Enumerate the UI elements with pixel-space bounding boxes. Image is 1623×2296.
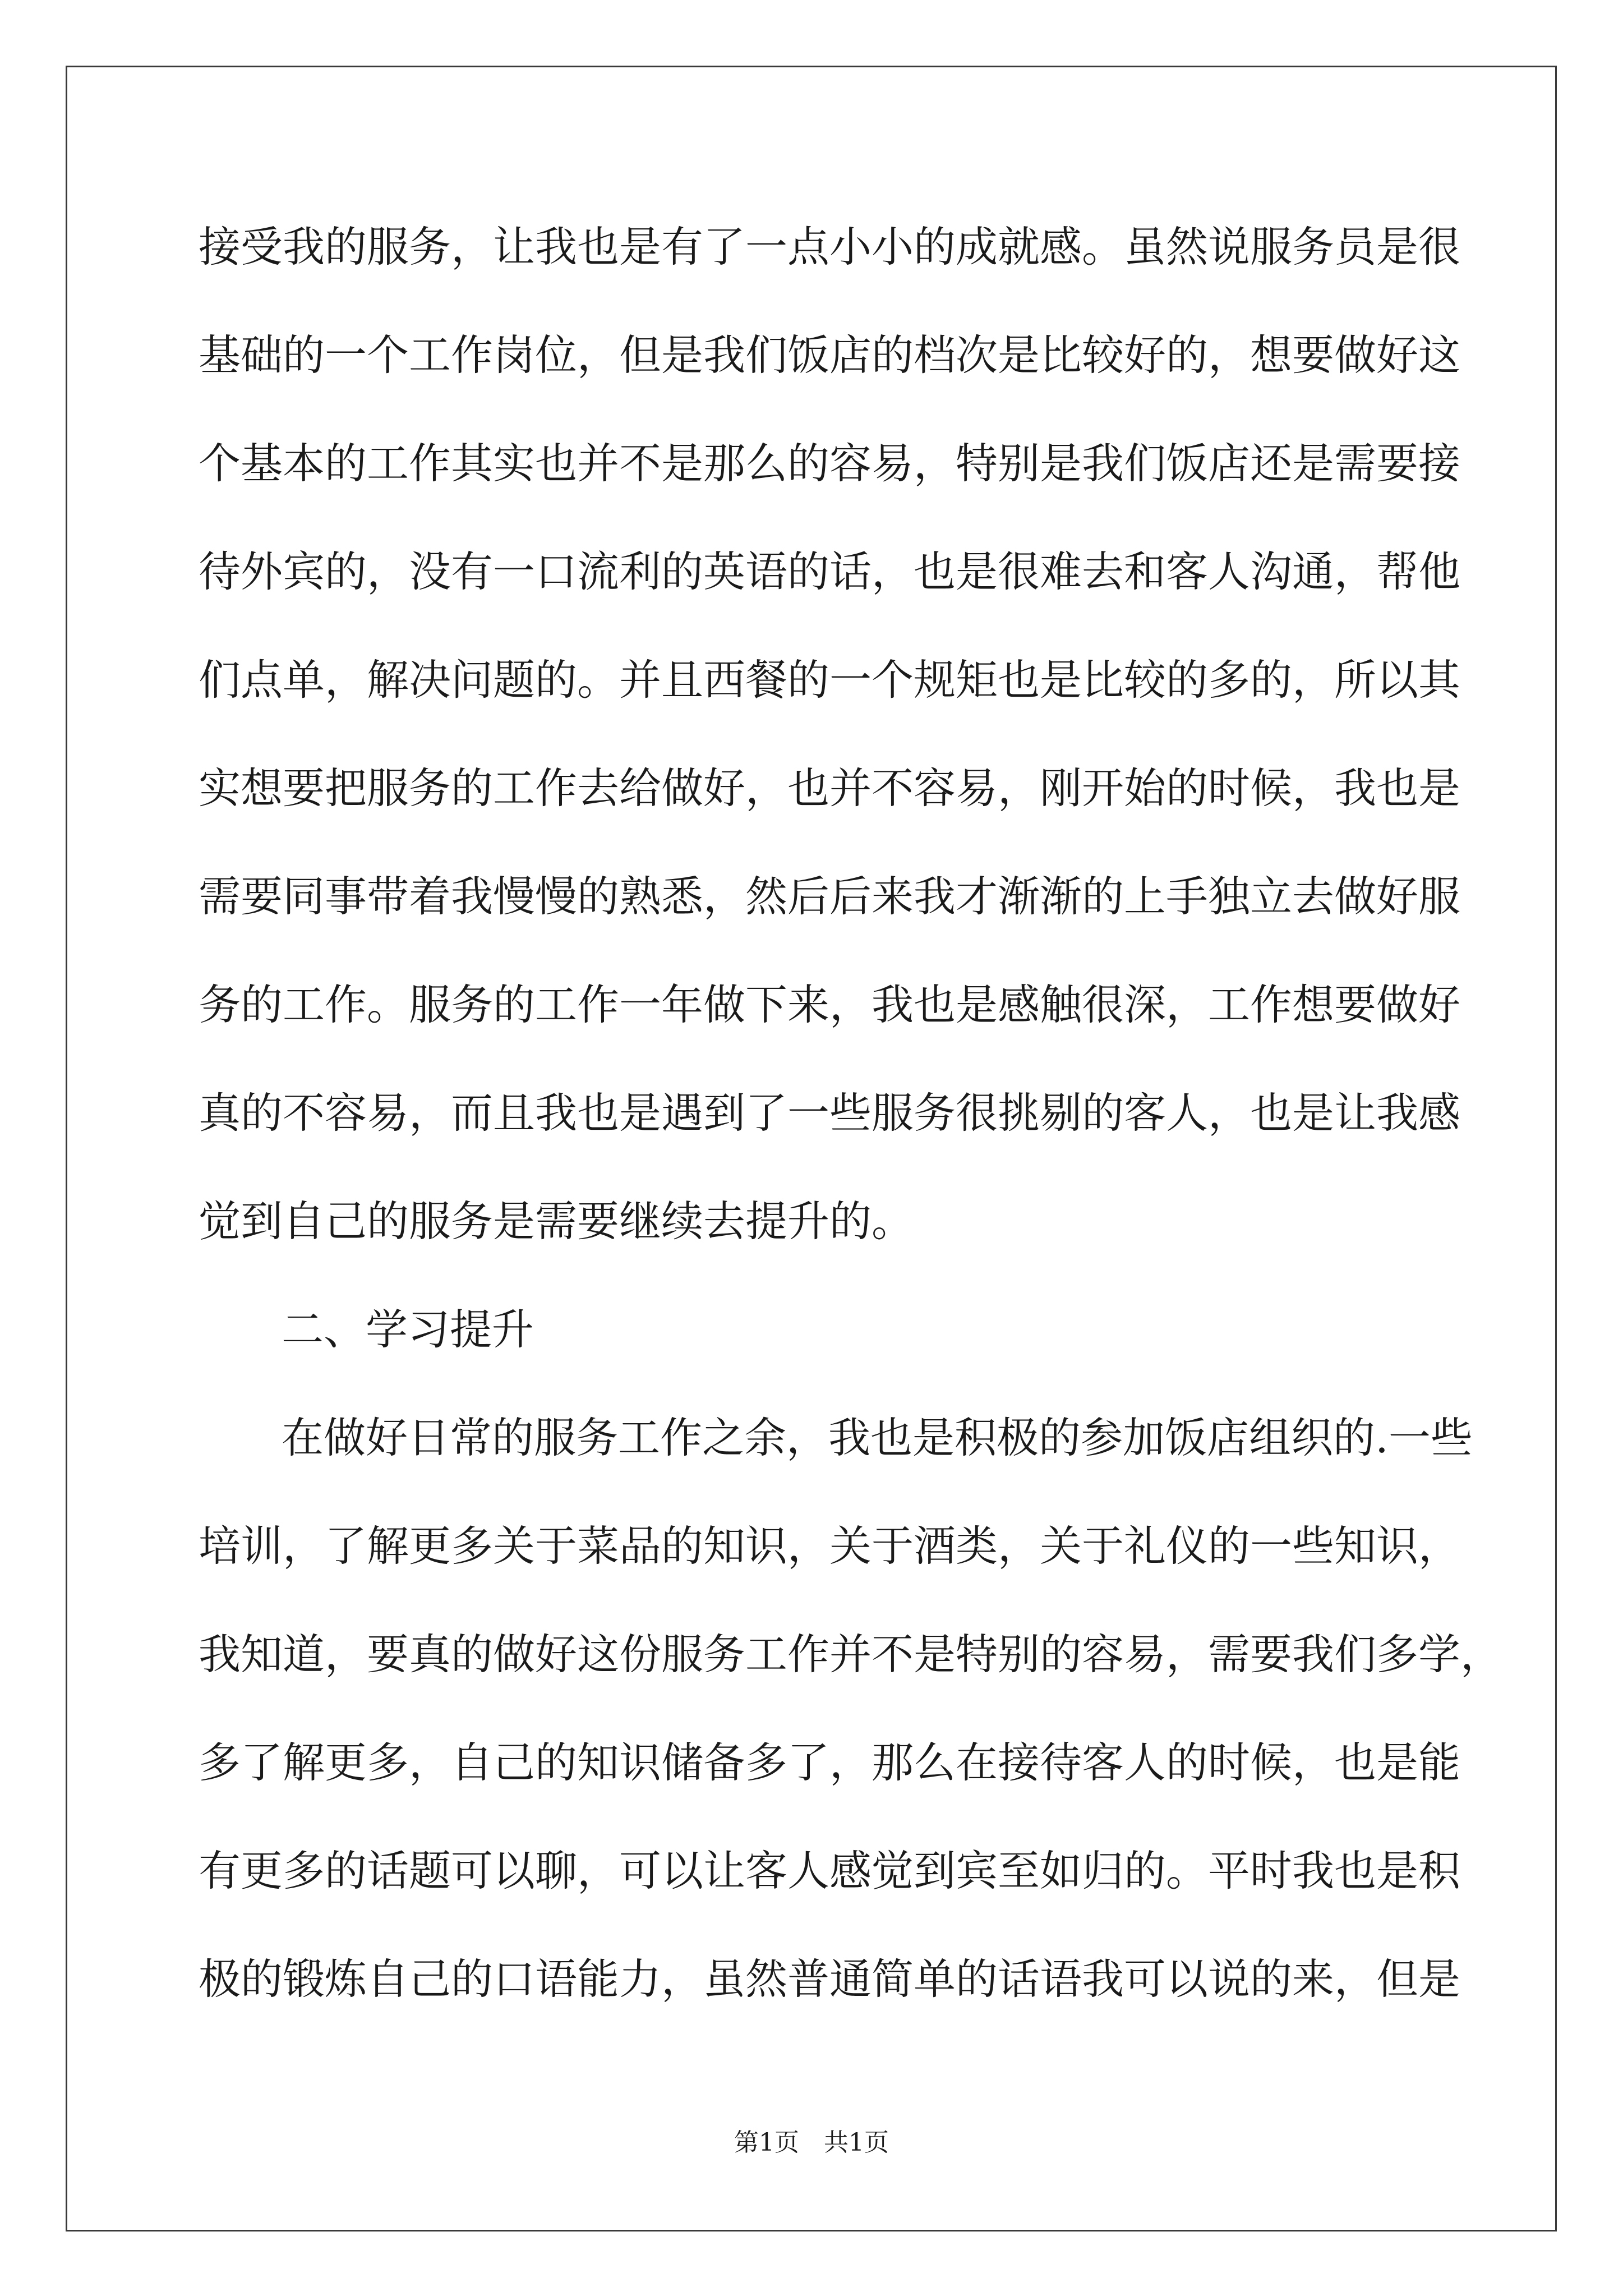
text-line: 极的锻炼自己的口语能力，虽然普通简单的话语我可以说的来，但是 xyxy=(199,1954,1461,2004)
page-number-total: 共1页 xyxy=(824,2128,889,2157)
section-heading: 二、学习提升 xyxy=(282,1305,534,1354)
text-line: 基础的一个工作岗位，但是我们饭店的档次是比较好的，想要做好这 xyxy=(199,330,1461,380)
text-line: 真的不容易，而且我也是遇到了一些服务很挑剔的客人，也是让我感 xyxy=(199,1088,1461,1138)
page-number-current: 第1页 xyxy=(734,2128,799,2157)
text-line: 多了解更多，自己的知识储备多了，那么在接待客人的时候，也是能 xyxy=(199,1738,1461,1787)
text-line: 个基本的工作其实也并不是那么的容易，特别是我们饭店还是需要接 xyxy=(199,439,1461,488)
text-line: 需要同事带着我慢慢的熟悉，然后后来我才渐渐的上手独立去做好服 xyxy=(199,872,1461,921)
page-border xyxy=(66,66,1557,2231)
text-line: 有更多的话题可以聊，可以让客人感觉到宾至如归的。平时我也是积 xyxy=(199,1846,1461,1895)
text-line: 我知道，要真的做好这份服务工作并不是特别的容易，需要我们多学， xyxy=(199,1630,1503,1679)
text-line: 接受我的服务，让我也是有了一点小小的成就感。虽然说服务员是很 xyxy=(199,222,1461,272)
page-footer xyxy=(0,2126,1623,2160)
text-line: 觉到自己的服务是需要继续去提升的。 xyxy=(199,1197,914,1246)
text-line: 实想要把服务的工作去给做好，也并不容易，刚开始的时候，我也是 xyxy=(199,763,1461,813)
text-line: 们点单，解决问题的。并且西餐的一个规矩也是比较的多的，所以其 xyxy=(199,655,1461,705)
text-line: 待外宾的，没有一口流利的英语的话，也是很难去和客人沟通，帮他 xyxy=(199,547,1461,596)
text-line: 务的工作。服务的工作一年做下来，我也是感触很深，工作想要做好 xyxy=(199,980,1461,1029)
text-line: 培训，了解更多关于菜品的知识，关于酒类，关于礼仪的一些知识， xyxy=(199,1521,1461,1571)
paragraph-first-line: 在做好日常的服务工作之余，我也是积极的参加饭店组织的.一些 xyxy=(282,1413,1473,1462)
